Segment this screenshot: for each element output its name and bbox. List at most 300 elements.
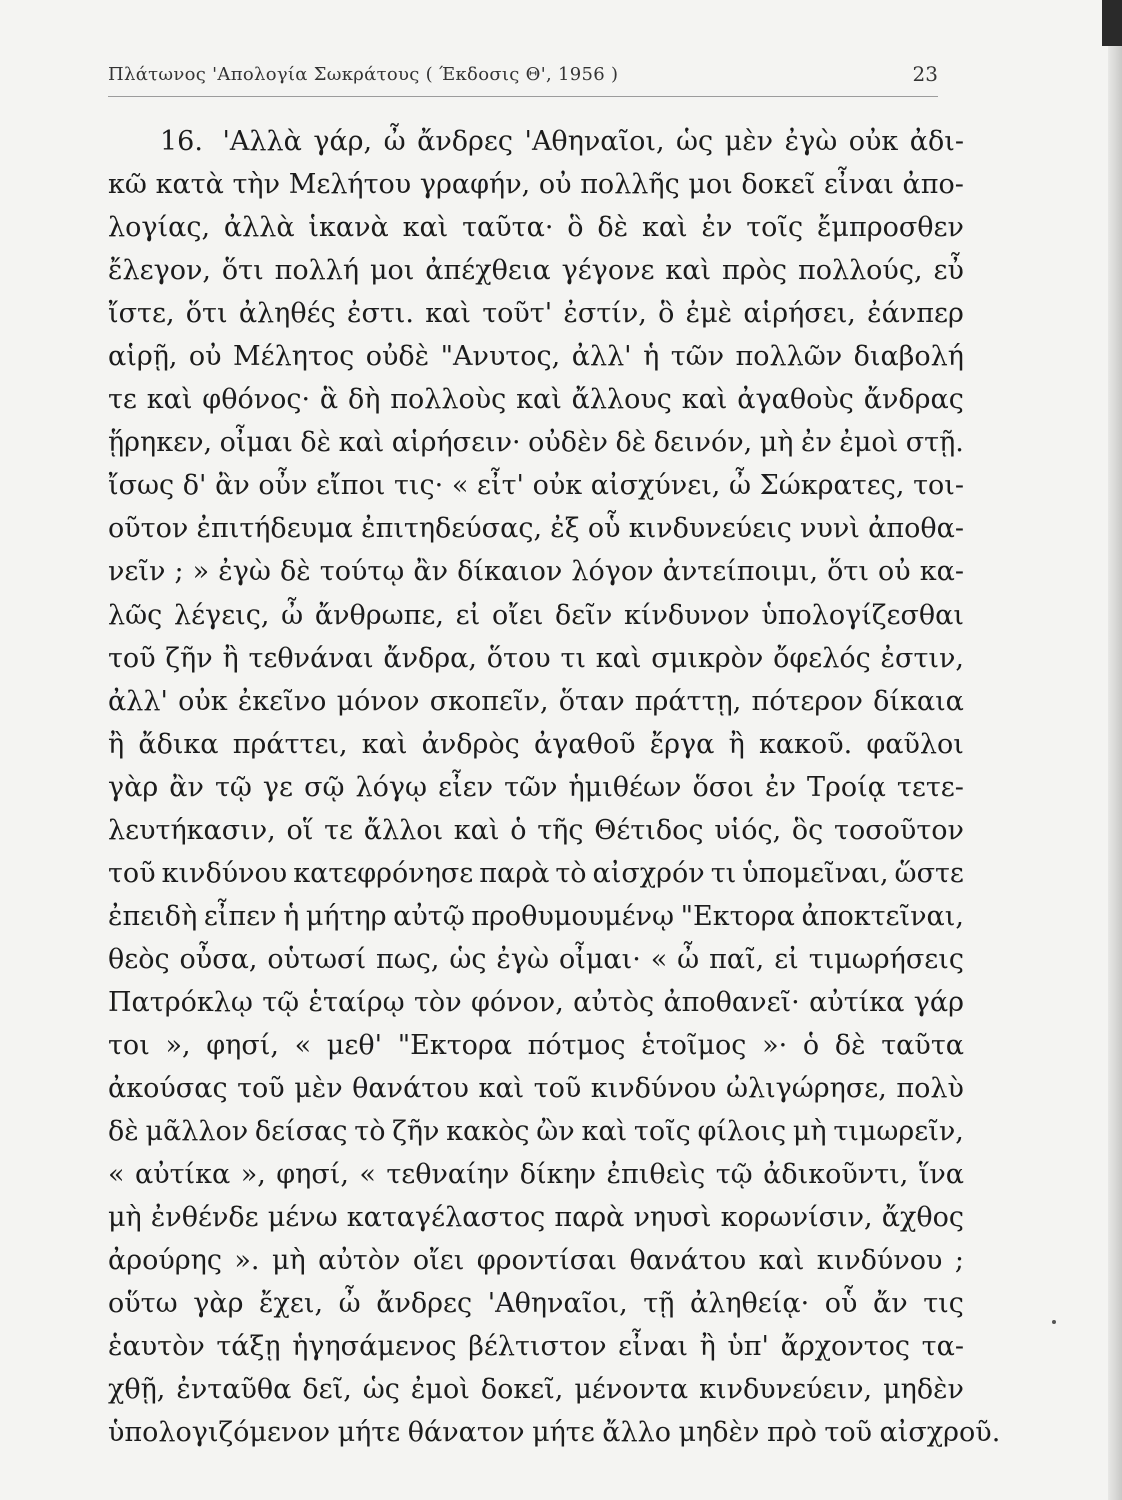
word: ὁ xyxy=(802,1029,820,1061)
word: πρὸς xyxy=(722,255,788,287)
text-line xyxy=(108,1024,964,1067)
word: ἀντείποιμι, xyxy=(662,556,819,588)
word: κινδυνεύειν, xyxy=(699,1374,873,1406)
word: μοι xyxy=(369,255,415,287)
word: μὴ xyxy=(108,1202,142,1234)
word: ὃ xyxy=(658,298,675,330)
word: κακὸς xyxy=(446,1116,530,1148)
word: τούτῳ xyxy=(319,556,405,588)
word: "Εκτορα xyxy=(397,1029,512,1061)
word: πως, xyxy=(375,943,440,975)
word: ἀποκτεῖναι, xyxy=(801,900,964,932)
word: ἔχει, xyxy=(259,1288,324,1320)
word: καὶ xyxy=(453,814,500,846)
word: δίκαια xyxy=(873,685,964,717)
word: τοι- xyxy=(913,470,964,502)
word: φθόνος· xyxy=(202,384,311,416)
word: ὅτι xyxy=(827,556,869,588)
word: τοῦ xyxy=(824,1417,872,1449)
word: ἀπο- xyxy=(902,169,964,201)
word: δὲ xyxy=(615,427,647,459)
word: καὶ xyxy=(361,728,408,760)
word: παρὰ xyxy=(554,1202,625,1234)
word: οὖν xyxy=(258,470,308,502)
word: λῶς xyxy=(108,599,163,631)
word: τῆς xyxy=(537,814,584,846)
word: ὅτου xyxy=(486,642,551,674)
word: τοῦ xyxy=(108,642,156,674)
text-line xyxy=(108,1110,964,1153)
word: πολλῆς xyxy=(580,169,680,201)
word: παῖ, xyxy=(709,943,765,975)
word: ἐγὼ xyxy=(496,943,550,975)
word: ταῦτα xyxy=(881,1029,964,1061)
word: ἀληθές xyxy=(238,298,336,330)
word: ταῦτα· xyxy=(462,212,554,244)
word: ἐπειδὴ xyxy=(108,900,198,932)
word: τὴν xyxy=(232,169,281,201)
word: τι xyxy=(560,642,586,674)
word: ἄνθρωπε, xyxy=(314,599,444,631)
text-line xyxy=(108,1067,964,1110)
word: ἐγὼ xyxy=(218,556,271,588)
word: σμικρὸν xyxy=(651,642,764,674)
word: τοι xyxy=(108,1029,150,1061)
word: ὦ xyxy=(677,943,700,975)
word: ἃ xyxy=(319,384,339,416)
word: κινδύνου xyxy=(161,857,288,889)
word: ἢ xyxy=(222,642,239,674)
word: γάρ xyxy=(913,986,964,1018)
word: λόγον xyxy=(571,556,654,588)
word: ἑαυτὸν xyxy=(108,1331,205,1363)
word: ἐμοὶ xyxy=(410,1374,470,1406)
word: ἀκούσας xyxy=(108,1073,228,1105)
word: τὸν xyxy=(414,986,462,1018)
word: ἔλεγον, xyxy=(108,255,211,287)
word: δὲ xyxy=(834,1029,866,1061)
text-line xyxy=(108,895,964,938)
word: ἀδι- xyxy=(909,126,964,157)
word: φησί, xyxy=(206,1029,279,1061)
word: πράττῃ, xyxy=(634,685,742,717)
word: ὃς xyxy=(791,814,824,846)
word: ἂν xyxy=(169,771,204,803)
word: ἄνδρα, xyxy=(383,642,477,674)
word: μόνον xyxy=(336,685,420,717)
word: ἐστίν, xyxy=(563,298,647,330)
word: καὶ xyxy=(146,384,193,416)
word: μᾶλλον xyxy=(145,1116,249,1148)
word: ὦ xyxy=(281,599,304,631)
word: οὐδὲν xyxy=(528,427,608,459)
word: ἀλλὰ xyxy=(223,212,295,244)
word: οὗ xyxy=(824,1288,858,1320)
word: Τροίᾳ xyxy=(806,771,886,803)
text-line xyxy=(108,1411,1001,1454)
word: 'Αθηναῖοι, xyxy=(487,1288,628,1320)
word: πολλοὺς xyxy=(390,384,507,416)
word: καὶ xyxy=(478,1073,525,1105)
word: ; xyxy=(954,1245,964,1277)
word: ἀποθανεῖ· xyxy=(663,986,800,1018)
word: ἐπιτηδεύσας, xyxy=(361,513,543,545)
word: αὐτὸν xyxy=(318,1245,401,1277)
word: ». xyxy=(234,1245,260,1277)
word: γε xyxy=(262,771,294,803)
word: » xyxy=(192,556,210,588)
word: », xyxy=(240,1159,266,1191)
text-line xyxy=(108,292,964,335)
word: λέγεις, xyxy=(173,599,270,631)
word: ἑτοῖμος xyxy=(641,1029,747,1061)
word: οὕτω xyxy=(108,1288,178,1320)
word: τοῦ xyxy=(533,1073,582,1105)
word: γάρ, xyxy=(313,126,373,157)
word: πρὸ xyxy=(766,1417,817,1449)
text-line xyxy=(108,637,964,680)
word: διαβολή xyxy=(853,341,964,373)
word: οἶμαι xyxy=(219,427,293,459)
word: εἶναι xyxy=(824,169,894,201)
word: ᾕρηκεν, xyxy=(108,427,213,459)
word: ἢ xyxy=(108,728,125,760)
word: ἐάνπερ xyxy=(867,298,964,330)
word: τὸ xyxy=(555,857,587,889)
word: γὰρ xyxy=(193,1288,244,1320)
word: μηδὲν xyxy=(678,1417,760,1449)
word: τις xyxy=(923,1288,964,1320)
word: ἀνδρὸς xyxy=(421,728,520,760)
word: Μέλητος xyxy=(233,341,355,373)
word: δὲ xyxy=(108,1116,139,1148)
word: τῷ xyxy=(214,771,252,803)
word: πολλῶν xyxy=(735,341,843,373)
word: οὐ xyxy=(538,169,572,201)
word: ; xyxy=(174,556,184,588)
word: τοῖς xyxy=(633,1116,691,1148)
word: οὗ xyxy=(587,513,621,545)
text-line xyxy=(108,335,964,378)
word: ἡ xyxy=(643,341,660,373)
text-line xyxy=(108,163,964,206)
word: αὐτῷ xyxy=(393,900,465,932)
word: εἶτ' xyxy=(477,470,524,502)
word: ἀληθείᾳ· xyxy=(690,1288,810,1320)
word: δ' xyxy=(182,470,207,502)
word: λογίας, xyxy=(108,212,211,244)
word: τῶν xyxy=(504,771,558,803)
word: ἔμπροσθεν xyxy=(816,212,964,244)
word: καταγέλαστος xyxy=(346,1202,546,1234)
word: ἐν xyxy=(765,771,796,803)
word: οὐ xyxy=(878,556,911,588)
text-line xyxy=(108,206,964,249)
word: μεθ' xyxy=(326,1029,383,1061)
word: εἶεν xyxy=(438,771,494,803)
word: ἄλλους xyxy=(571,384,672,416)
word: οῦτον xyxy=(108,513,189,545)
word: "Εκτορα xyxy=(680,900,795,932)
word: δοκεῖ, xyxy=(480,1374,564,1406)
word: ὄφελός xyxy=(773,642,871,674)
word: γὰρ xyxy=(108,771,159,803)
word: αὐτίκα xyxy=(134,1159,231,1191)
corner-mark xyxy=(1102,0,1122,46)
word: οὐκ xyxy=(532,470,583,502)
word: δοκεῖ xyxy=(741,169,816,201)
text-line xyxy=(108,1239,964,1282)
word: υἱός, xyxy=(714,814,782,846)
word: πότερον xyxy=(751,685,863,717)
word: οὐκ xyxy=(178,685,228,717)
text-line xyxy=(108,680,964,723)
text-line xyxy=(108,550,964,593)
word: θανάτου xyxy=(629,1245,747,1277)
word: αἰσχύνει, xyxy=(590,470,721,502)
word: ὦ xyxy=(383,126,406,157)
word: μὲν xyxy=(724,126,774,157)
word: γέγονε xyxy=(561,255,655,287)
word: ἄλλο xyxy=(602,1417,671,1449)
word: οἴει xyxy=(412,1245,465,1277)
word: κακοῦ. xyxy=(758,728,853,760)
word: δὲ xyxy=(300,427,332,459)
word: ἐπιτήδευμα xyxy=(196,513,353,545)
word: καὶ xyxy=(758,1245,805,1277)
word: κινδύνου xyxy=(590,1073,717,1105)
word: εἰ xyxy=(455,599,481,631)
word: ὡς xyxy=(362,1374,400,1406)
word: κατὰ xyxy=(155,169,224,201)
word: νυνὶ xyxy=(800,513,860,545)
word: αἱρήσειν· xyxy=(391,427,521,459)
word: βέλτιστον xyxy=(468,1331,607,1363)
word: ὡς xyxy=(449,943,487,975)
word: ἄχθος xyxy=(881,1202,964,1234)
text-line xyxy=(108,507,964,550)
word: κινδύνου xyxy=(816,1245,943,1277)
text-line xyxy=(108,1325,964,1368)
word: πράττει, xyxy=(232,728,348,760)
word: τις· xyxy=(393,470,444,502)
text-line xyxy=(108,378,964,421)
word: ὦ xyxy=(729,470,752,502)
word: ἐν xyxy=(800,427,832,459)
word: τοῦτ' xyxy=(482,298,553,330)
word: ἀδικοῦντι, xyxy=(763,1159,909,1191)
word: ὡς xyxy=(676,126,714,157)
word: ἀποθα- xyxy=(868,513,964,545)
word: κῶ xyxy=(108,169,147,201)
word: τετε- xyxy=(896,771,964,803)
section-number: 16. xyxy=(160,126,203,157)
word: τιμωρήσεις xyxy=(808,943,964,975)
header-rule xyxy=(108,96,938,97)
word: ἄνδρες xyxy=(417,126,514,157)
word: οὐδὲ xyxy=(365,341,430,373)
word: « xyxy=(359,1159,376,1191)
word: τα- xyxy=(921,1331,964,1363)
word: πολὺ xyxy=(896,1073,964,1105)
word: οἴει xyxy=(491,599,544,631)
word: καὶ xyxy=(681,384,728,416)
word: ἢ xyxy=(728,728,745,760)
text-line xyxy=(108,766,964,809)
word: ἐμοὶ xyxy=(839,427,899,459)
word: αἱρῇ, xyxy=(108,341,178,373)
word: καὶ xyxy=(516,384,562,416)
word: ἔργα xyxy=(649,728,715,760)
word: « xyxy=(294,1029,312,1061)
page-header xyxy=(108,60,938,94)
word: « xyxy=(650,943,668,975)
word: αὐτὸς xyxy=(573,986,655,1018)
print-speck xyxy=(1052,1320,1056,1324)
binding-edge xyxy=(1108,0,1122,1500)
word: τὸ xyxy=(354,1116,386,1148)
word: μηδὲν xyxy=(883,1374,964,1406)
text-line xyxy=(108,938,964,981)
text-line xyxy=(108,421,964,464)
word: ἂν xyxy=(215,470,250,502)
word: δὴ xyxy=(347,384,381,416)
text-line xyxy=(108,249,964,292)
word: φίλοις xyxy=(697,1116,787,1148)
word: οὖσα, xyxy=(179,943,258,975)
word: ὑπολογίζεσθαι xyxy=(761,599,964,631)
word: δὲ xyxy=(597,212,629,244)
word: νεῖν xyxy=(108,556,166,588)
word: ἴσως xyxy=(108,470,175,502)
word: οὑτωσί xyxy=(267,943,367,975)
word: ὠλιγώρησε, xyxy=(725,1073,887,1105)
word: δείσας xyxy=(254,1116,348,1148)
word: δεινόν, xyxy=(653,427,753,459)
word: ἢ xyxy=(699,1331,716,1363)
word: ὃ xyxy=(567,212,584,244)
word: ἀρούρης xyxy=(108,1245,222,1277)
word: οἶμαι· xyxy=(558,943,641,975)
word: », xyxy=(165,1029,191,1061)
word: καὶ xyxy=(665,255,712,287)
word: τιμωρεῖν, xyxy=(833,1116,964,1148)
word: τεθνάναι xyxy=(248,642,374,674)
word: προθυμουμένῳ xyxy=(471,900,675,932)
word: καὶ xyxy=(338,427,385,459)
text-line xyxy=(108,1368,964,1411)
word: οἵ xyxy=(286,814,314,846)
running-title: Πλάτωνος 'Απολογία Σωκράτους ( Έκδοσις Θ', 1956 ) xyxy=(108,64,619,85)
word: δεῖν xyxy=(555,599,613,631)
word: Σώκρατες, xyxy=(759,470,905,502)
word: τε xyxy=(324,814,353,846)
word: ὑπομεῖναι, xyxy=(742,857,889,889)
word: ἄνδρας xyxy=(863,384,964,416)
word: χθῇ, xyxy=(108,1374,166,1406)
word: Θέτιδος xyxy=(594,814,704,846)
text-line xyxy=(108,594,964,637)
word: "Ανυτος, xyxy=(440,341,561,373)
word: εἰ xyxy=(774,943,799,975)
word: τάξῃ xyxy=(216,1331,281,1363)
word: μὴ xyxy=(792,1116,827,1148)
word: ἴστε, xyxy=(108,298,175,330)
word: ὅσοι xyxy=(692,771,754,803)
word: ἀγαθοῦ xyxy=(533,728,636,760)
word: αἰσχροῦ. xyxy=(879,1417,1001,1449)
word: δὲ xyxy=(279,556,311,588)
word: ἄλλοι xyxy=(363,814,444,846)
word: πολλούς, xyxy=(797,255,923,287)
word: ἡ xyxy=(283,900,300,932)
word: ἀλλ' xyxy=(571,341,632,373)
word: τοῦ xyxy=(108,857,156,889)
word: ὅτι xyxy=(185,298,228,330)
word: πότμος xyxy=(527,1029,626,1061)
word: ἐγὼ xyxy=(784,126,838,157)
word: οὐκ xyxy=(848,126,899,157)
word: ὥστε xyxy=(894,857,964,889)
word: ἑταίρῳ xyxy=(308,986,405,1018)
word: φροντίσαι xyxy=(476,1245,617,1277)
word: φησί, xyxy=(276,1159,349,1191)
word: κατεφρόνησε xyxy=(293,857,474,889)
word: ἄρχοντος xyxy=(780,1331,911,1363)
word: κορωνίσιν, xyxy=(720,1202,873,1234)
word: ἀλλ' xyxy=(108,685,168,717)
word: μὲν xyxy=(294,1073,343,1105)
word: μὴ xyxy=(759,427,794,459)
word: κινδυνεύεις xyxy=(628,513,792,545)
word: ὑπ' xyxy=(727,1331,769,1363)
word: ὅτι xyxy=(221,255,264,287)
word: »· xyxy=(762,1029,788,1061)
word: ἵνα xyxy=(918,1159,964,1191)
word: μοι xyxy=(688,169,733,201)
text-line xyxy=(108,464,964,507)
body-text xyxy=(108,120,1001,1454)
word: ἀγαθοὺς xyxy=(737,384,854,416)
word: ἄνδρες xyxy=(376,1288,473,1320)
word: ζῆν xyxy=(165,642,213,674)
word: οὐ xyxy=(188,341,222,373)
word: ἐξ xyxy=(550,513,580,545)
word: παρὰ xyxy=(479,857,550,889)
word: μήτε xyxy=(532,1417,595,1449)
word: καὶ xyxy=(595,642,642,674)
text-line xyxy=(108,809,964,852)
text-line xyxy=(108,981,964,1024)
word: τῶν xyxy=(670,341,725,373)
word: Πατρόκλῳ xyxy=(108,986,253,1018)
word: τοσοῦτον xyxy=(834,814,964,846)
word: θάνατον xyxy=(407,1417,525,1449)
text-line xyxy=(108,1196,964,1239)
word: τῇ xyxy=(643,1288,675,1320)
word: αἱρήσει, xyxy=(743,298,856,330)
word: δίκαιον xyxy=(457,556,563,588)
word: νηυσὶ xyxy=(633,1202,712,1234)
word: ζῆν xyxy=(392,1116,440,1148)
word: μὴ xyxy=(271,1245,306,1277)
word: θανάτου xyxy=(352,1073,469,1105)
word: ἐμὲ xyxy=(685,298,733,330)
word: φόνον, xyxy=(470,986,564,1018)
word: εἴποι xyxy=(316,470,386,502)
word: δίκην xyxy=(519,1159,597,1191)
text-line xyxy=(108,120,964,163)
